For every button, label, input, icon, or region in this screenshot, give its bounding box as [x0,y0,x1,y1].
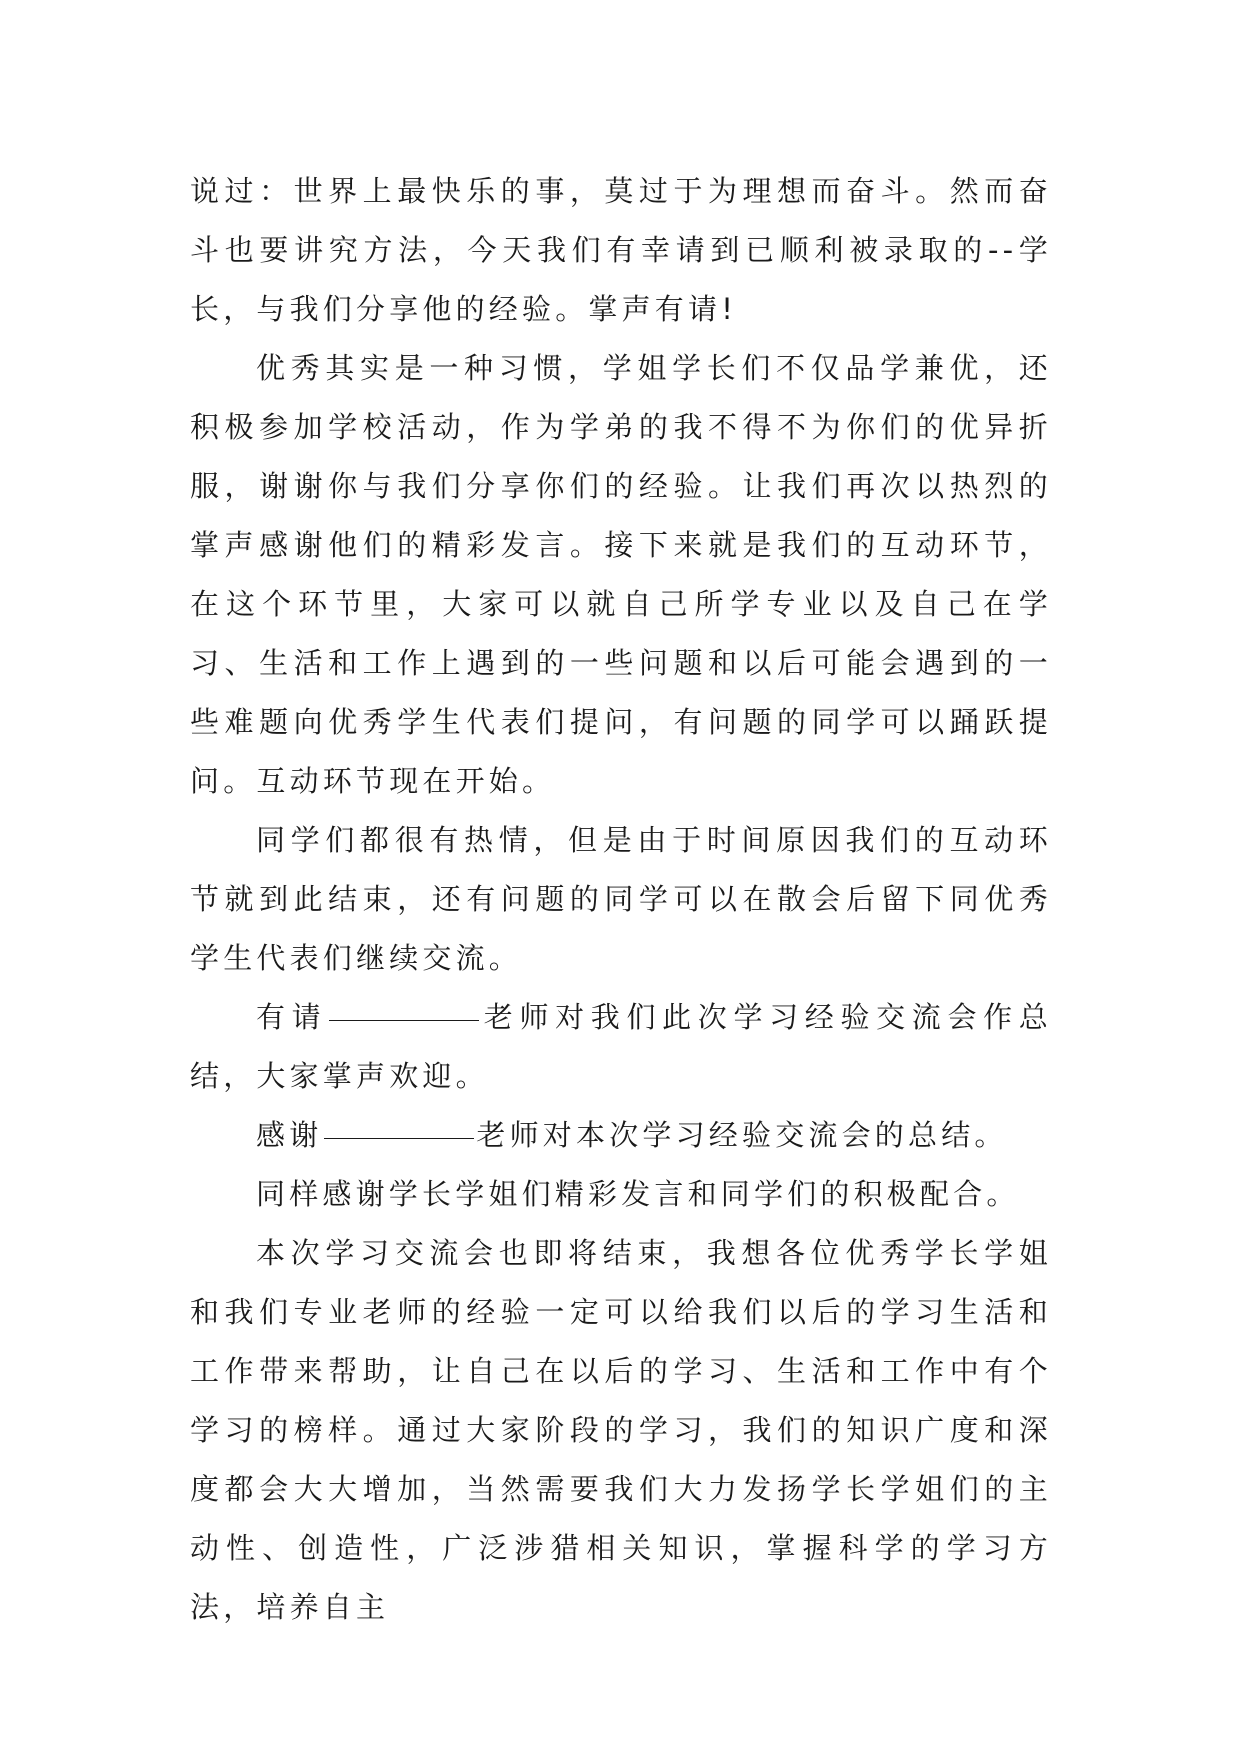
paragraph-5-lead-text: 感谢 [256,1118,323,1152]
paragraph-4-trail-text: 老师对我们此次学习经验交流会作总结，大家掌声欢迎。 [190,1000,1053,1093]
paragraph-5 [190,1106,1052,1165]
fill-in-blank-teacher-name [324,1108,474,1139]
paragraph-5-trail-text: 老师对本次学习经验交流会的总结。 [476,1118,1008,1152]
paragraph-1: 说过：世界上最快乐的事，莫过于为理想而奋斗。然而奋斗也要讲究方法，今天我们有幸请到已顺利被录取的--学长，与我们分享他的经验。掌声有请! [190,174,1052,326]
paragraph-4-lead-text: 有请 [256,1000,328,1034]
document-body [190,162,1052,1637]
fill-in-blank-teacher-name [329,990,479,1021]
paragraph-6: 同样感谢学长学姐们精彩发言和同学们的积极配合。 [256,1177,1020,1211]
paragraph-2: 优秀其实是一种习惯，学姐学长们不仅品学兼优，还积极参加学校活动，作为学弟的我不得不为你们的优异折服，谢谢你与我们分享你们的经验。让我们再次以热烈的掌声感谢他们的精彩发言。接下来就是我们的互动环节，在这个环节里，大家可以就自己所学专业以及自己在学习、生活和工作上遇到的一些问题和以后可能会遇到的一些难题向优秀学生代表们提问，有问题的同学可以踊跃提问。互动环节现在开始。 [190,351,1052,798]
paragraph-7: 本次学习交流会也即将结束，我想各位优秀学长学姐和我们专业老师的经验一定可以给我们以后的学习生活和工作带来帮助，让自己在以后的学习、生活和工作中有个学习的榜样。通过大家阶段的学习，我们的知识广度和深度都会大大增加，当然需要我们大力发扬学长学姐们的主动性、创造性，广泛涉猎相关知识，掌握科学的学习方法，培养自主 [190,1236,1052,1624]
paragraph-4 [190,988,1052,1106]
paragraph-3: 同学们都很有热情，但是由于时间原因我们的互动环节就到此结束，还有问题的同学可以在散会后留下同优秀学生代表们继续交流。 [190,823,1052,975]
